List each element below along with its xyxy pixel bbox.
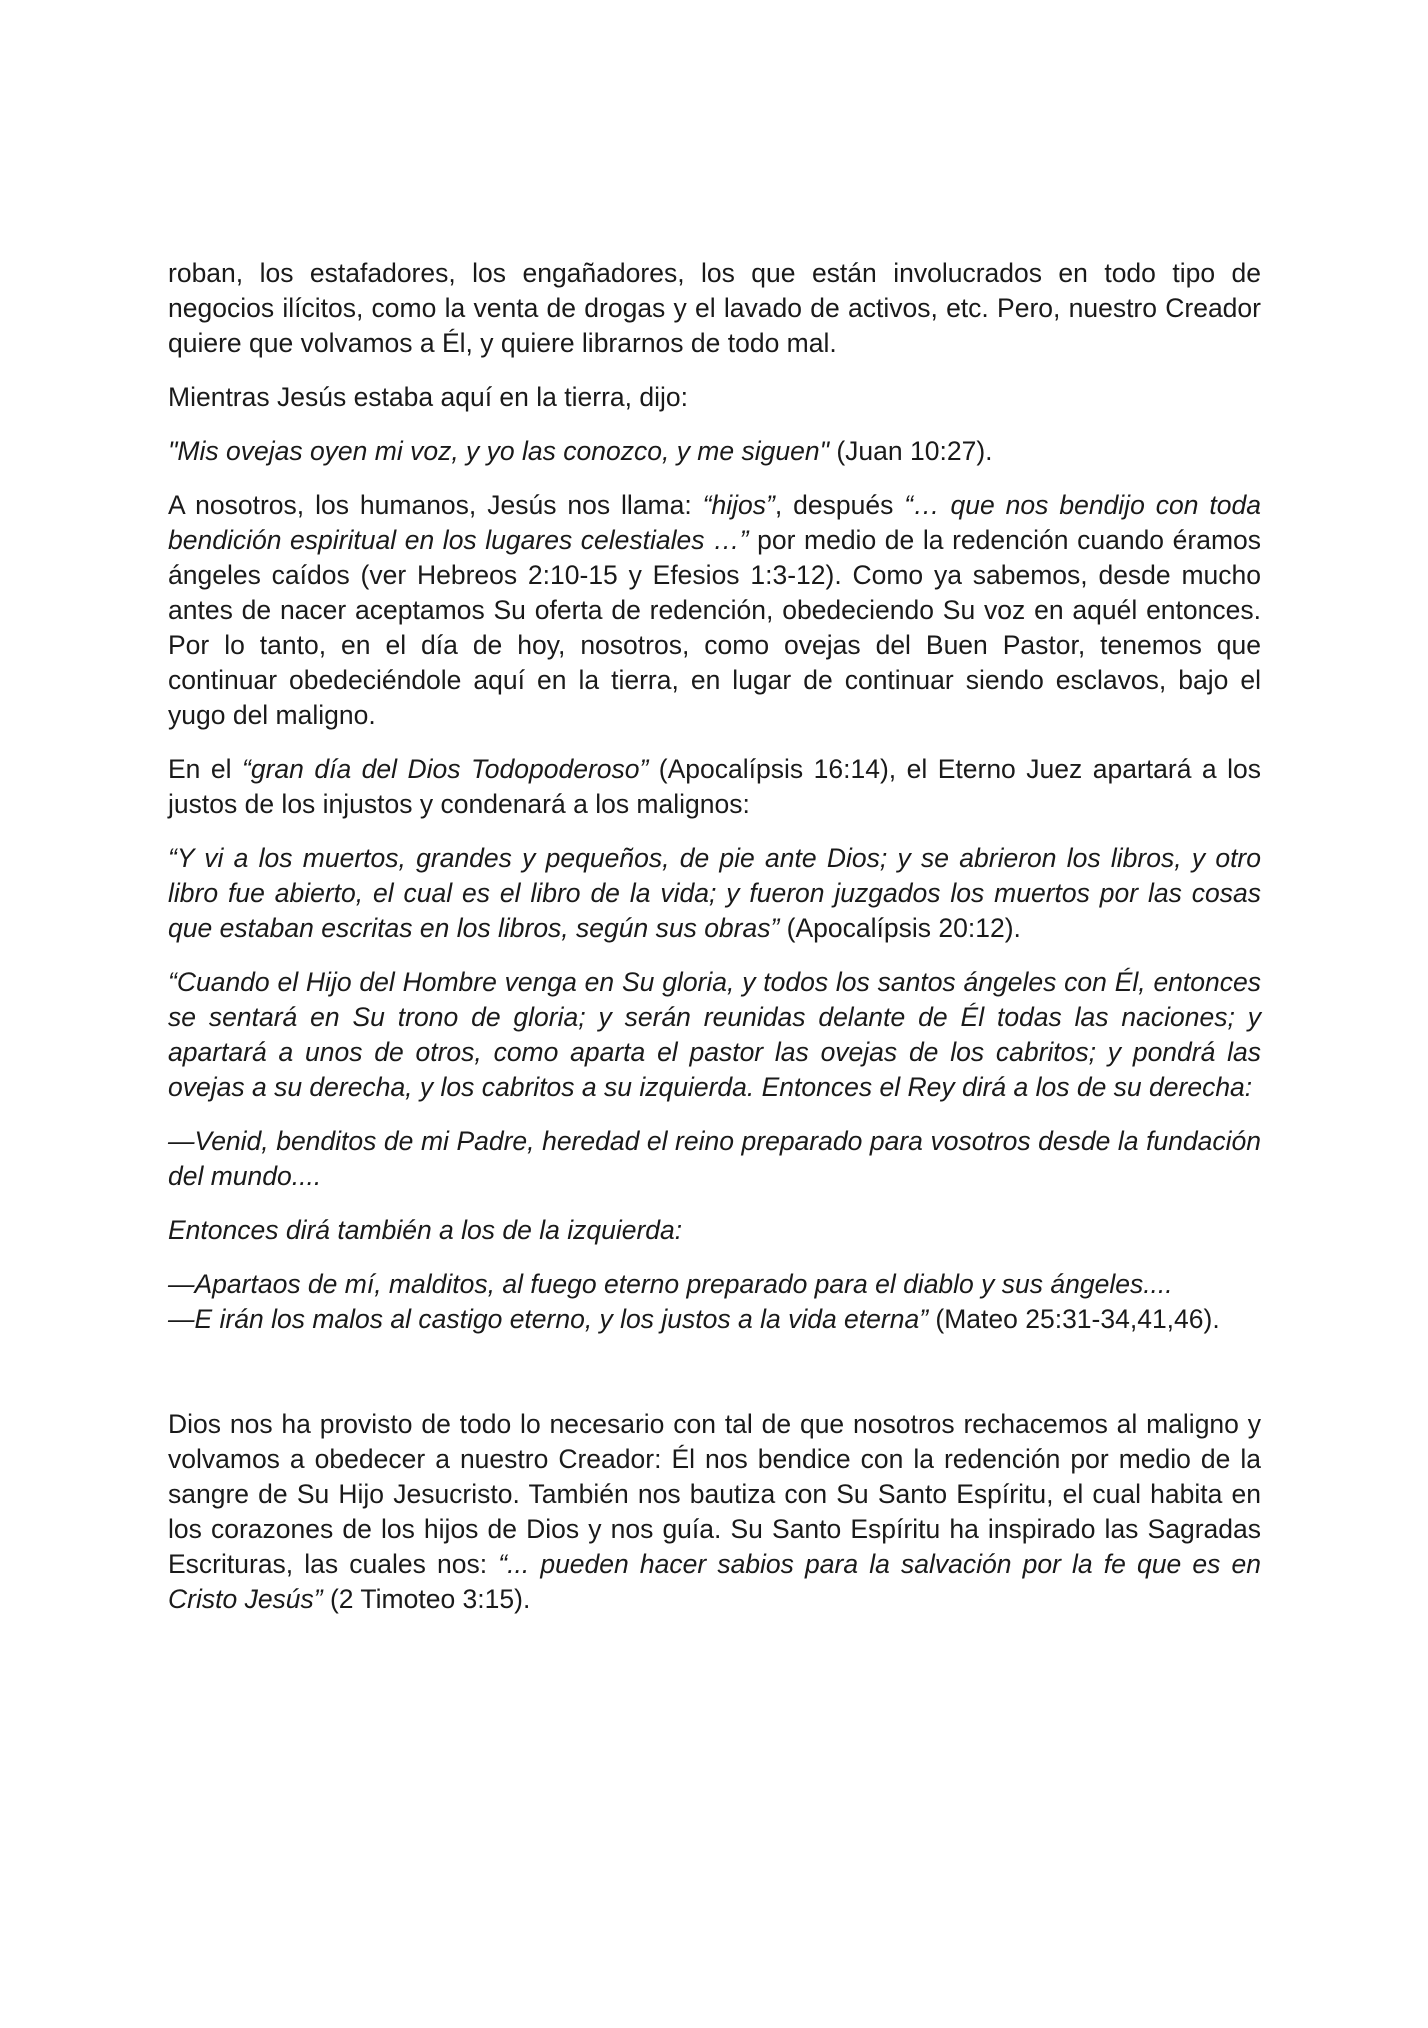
paragraph-5: En el “gran día del Dios Todopoderoso” (Apocalípsis 16:14), el Eterno Juez apartará a los justos de los injustos y condenará a los malignos: [168, 754, 1262, 819]
paragraph-6-quote [168, 841, 1261, 946]
scripture-quote: “gran día del Dios Todopoderoso” [242, 754, 649, 784]
document-page [168, 256, 1261, 1636]
scripture-quote: “… que nos bendijo con toda bendición espiritual en los lugares celestiales …” [168, 490, 1261, 555]
paragraph-4: A nosotros, los humanos, Jesús nos llama: “hijos”, después “… que nos bendijo con toda bendición espiritual en los lugares celestiales …” por medio de la redención cuando éramos ángeles caídos (ver Hebreos 2:10-15 y Efesios 1:3-12). Como ya sabemos, desde mucho antes de nacer aceptamos Su oferta de redención, obedeciendo Su voz en aquél entonces. Por lo tanto, en el día de hoy, nosotros, como ovejas del Buen Pastor, tenemos que continuar obedeciéndole aquí en la tierra, en lugar de continuar siendo esclavos, bajo el yugo del maligno. [168, 490, 1262, 730]
scripture-quote: —E irán los malos al castigo eterno, y los justos a la vida eterna” [168, 1304, 929, 1334]
scripture-quote: “... pueden hacer sabios para la salvación por la fe que es en Cristo Jesús” [168, 1549, 1261, 1614]
scripture-quote: —Venid, benditos de mi Padre, heredad el reino preparado para vosotros desde la fundación del mundo.... [168, 1126, 1261, 1191]
paragraph-spacer [168, 1356, 1261, 1407]
scripture-quote: —Apartaos de mí, malditos, al fuego eterno preparado para el diablo y sus ángeles.... [168, 1269, 1173, 1299]
scripture-quote: Entonces dirá también a los de la izquierda: [168, 1215, 683, 1245]
paragraph-11: Dios nos ha provisto de todo lo necesario con tal de que nosotros rechacemos al maligno y volvamos a obedecer a nuestro Creador: Él nos bendice con la redención por medio de la sangre de Su Hijo Jesucristo. También nos bautiza con Su Santo Espíritu, el cual habita en los corazones de los hijos de Dios y nos guía. Su Santo Espíritu ha inspirado las Sagradas Escrituras, las cuales nos: “... pueden hacer sabios para la salvación por la fe que es en Cristo Jesús” (2 Timoteo 3:15). [168, 1409, 1261, 1614]
paragraph-3-quote [168, 434, 1261, 469]
scripture-quote: “Y vi a los muertos, grandes y pequeños, de pie ante Dios; y se abrieron los libros, y otro libro fue abierto, el cual es el libro de la vida; y fueron juzgados los muertos por las cosas que estaban escritas en los libros, según sus obras” [168, 843, 1261, 943]
paragraph-8-quote [168, 1124, 1261, 1194]
paragraph-9-quote [168, 1213, 1261, 1248]
paragraph-2: Mientras Jesús estaba aquí en la tierra, dijo: [168, 382, 688, 412]
scripture-quote: "Mis ovejas oyen mi voz, y yo las conozco, y me siguen" [168, 436, 829, 466]
scripture-reference: (Mateo 25:31-34,41,46). [928, 1304, 1220, 1334]
scripture-reference: (Juan 10:27). [828, 436, 993, 466]
paragraph-10-quote [168, 1267, 1261, 1337]
paragraph-7-quote [168, 965, 1261, 1105]
scripture-quote: “hijos” [702, 490, 775, 520]
paragraph-1: roban, los estafadores, los engañadores, los que están involucrados en todo tipo de negocios ilícitos, como la venta de drogas y el lavado de activos, etc. Pero, nuestro Creador quiere que volvamos a Él, y quiere librarnos de todo mal. [168, 258, 1261, 358]
scripture-reference: (Apocalípsis 20:12). [779, 913, 1021, 943]
scripture-quote: “Cuando el Hijo del Hombre venga en Su gloria, y todos los santos ángeles con Él, entonces se sentará en Su trono de gloria; y serán reunidas delante de Él todas las naciones; y apartará a unos de otros, como aparta el pastor las ovejas de los cabritos; y pondrá las ovejas a su derecha, y los cabritos a su izquierda. Entonces el Rey dirá a los de su derecha: [168, 967, 1261, 1102]
scripture-reference: (2 Timoteo 3:15). [322, 1584, 531, 1614]
